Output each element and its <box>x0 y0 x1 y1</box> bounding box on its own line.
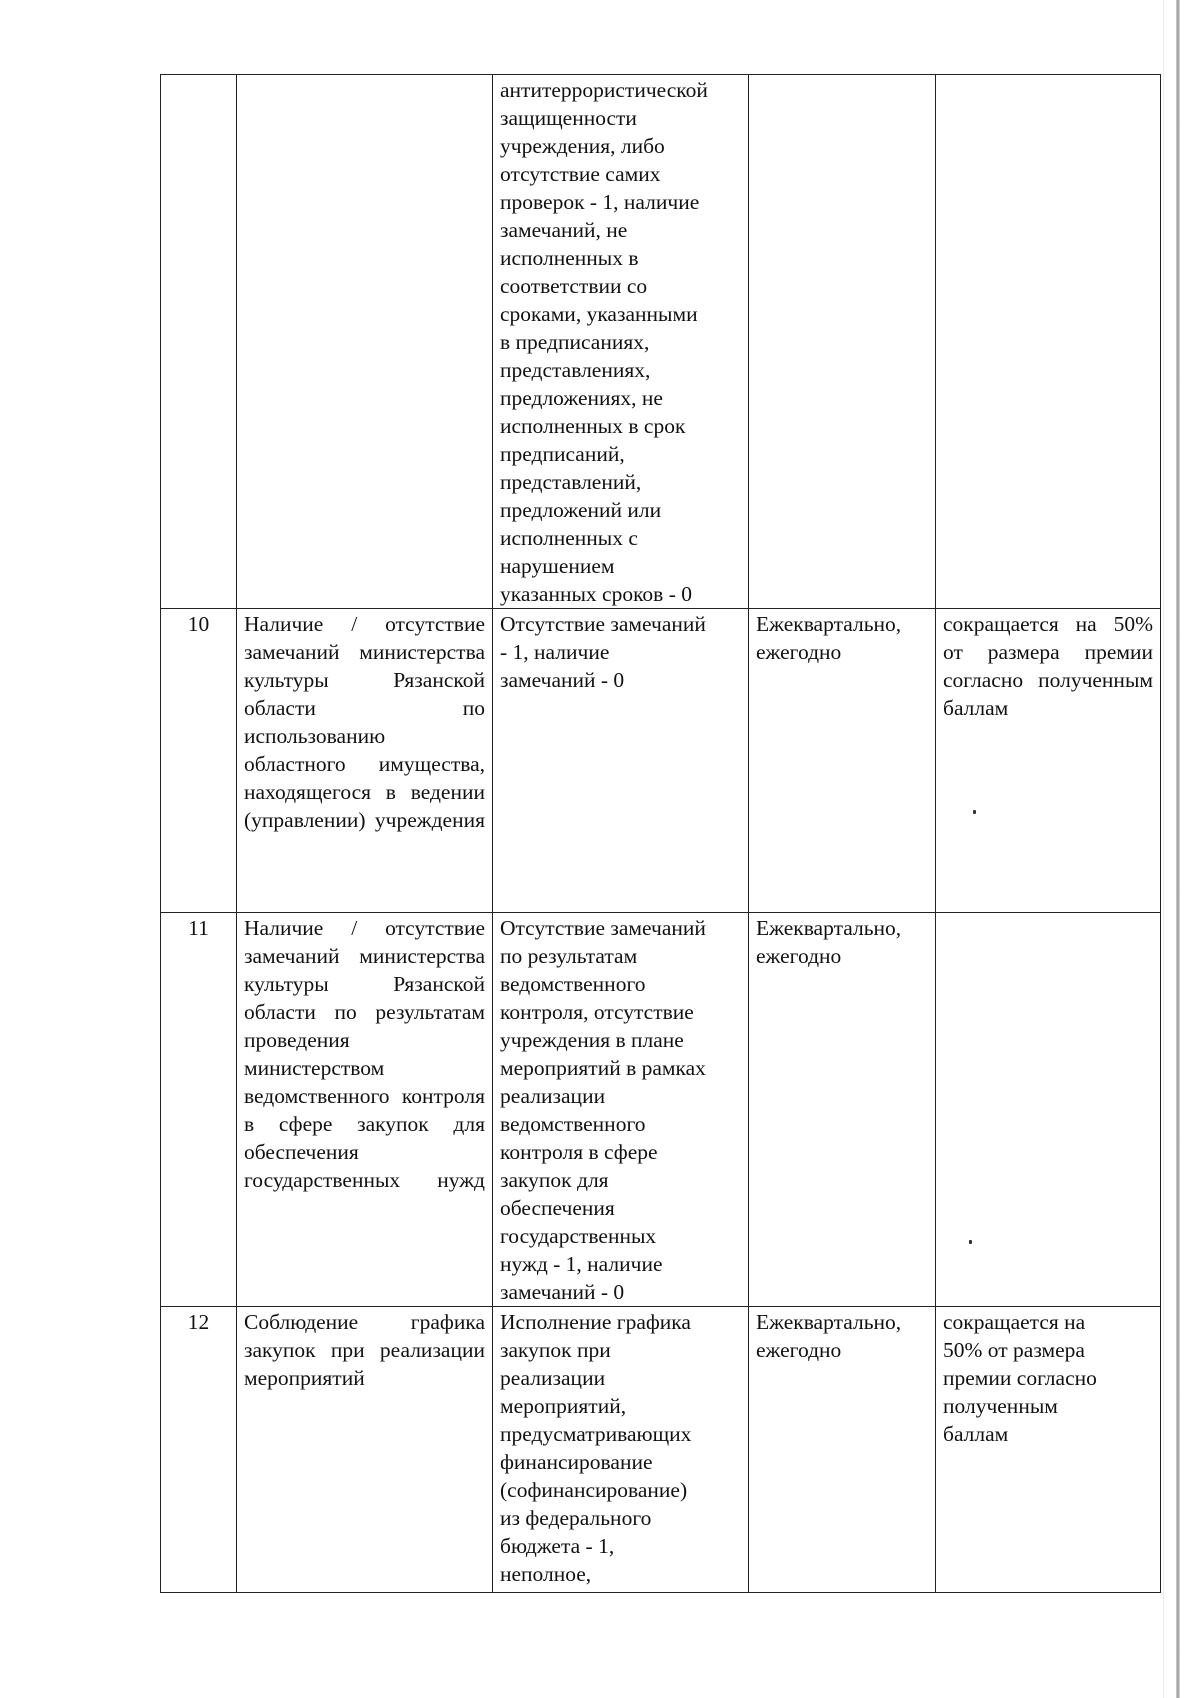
scan-speck <box>969 1240 972 1244</box>
scan-edge-line <box>1163 0 1164 1698</box>
table-row <box>161 1307 1161 1593</box>
row-number: 11 <box>161 913 237 1307</box>
evaluation-cell: Исполнение графика закупок при реализации мероприятий, предусматривающих финансирование (софинансирование) из федерального бюджета - 1, неполное, <box>493 1307 749 1593</box>
evaluation-cell: Отсутствие замечаний - 1, наличие замечаний - 0 <box>493 609 749 913</box>
note-cell <box>936 75 1161 609</box>
row-number: 10 <box>161 609 237 913</box>
period-cell: Ежеквартально, ежегодно <box>749 913 936 1307</box>
period-cell <box>749 75 936 609</box>
table-row <box>161 75 1161 609</box>
criterion-cell: Наличие / отсутствие замечаний министерства культуры Рязанской области по результатам проведения министерством ведомственного контроля в сфере закупок для обеспечения государственных нужд <box>237 913 493 1307</box>
evaluation-cell: антитеррористической защищенности учреждения, либо отсутствие самих проверок - 1, наличие замечаний, не исполненных в соответствии со сроками, указанными в предписаниях, представлениях, предложениях, не исполненных в срок предписаний, представлений, предложений или исполненных с нарушением указанных сроков - 0 <box>493 75 749 609</box>
row-number <box>161 75 237 609</box>
note-cell: сокращается на 50% от размера премии согласно полученным баллам <box>936 1307 1161 1593</box>
period-cell: Ежеквартально, ежегодно <box>749 609 936 913</box>
evaluation-cell: Отсутствие замечаний по результатам ведомственного контроля, отсутствие учреждения в плане мероприятий в рамках реализации ведомственного контроля в сфере закупок для обеспечения государственных нужд - 1, наличие замечаний - 0 <box>493 913 749 1307</box>
note-cell: сокращается на 50% от размера премии согласно полученным баллам <box>936 609 1161 913</box>
period-cell: Ежеквартально, ежегодно <box>749 1307 936 1593</box>
criteria-table <box>160 74 1161 1593</box>
criterion-cell: Соблюдение графика закупок при реализации мероприятий <box>237 1307 493 1593</box>
table-row <box>161 913 1161 1307</box>
criterion-cell <box>237 75 493 609</box>
scan-edge-shadow <box>1176 0 1180 1698</box>
criterion-cell: Наличие / отсутствие замечаний министерства культуры Рязанской области по использованию областного имущества, находящегося в ведении (управлении) учреждения <box>237 609 493 913</box>
row-number: 12 <box>161 1307 237 1593</box>
scan-speck <box>973 810 976 814</box>
table-row <box>161 609 1161 913</box>
note-cell <box>936 913 1161 1307</box>
